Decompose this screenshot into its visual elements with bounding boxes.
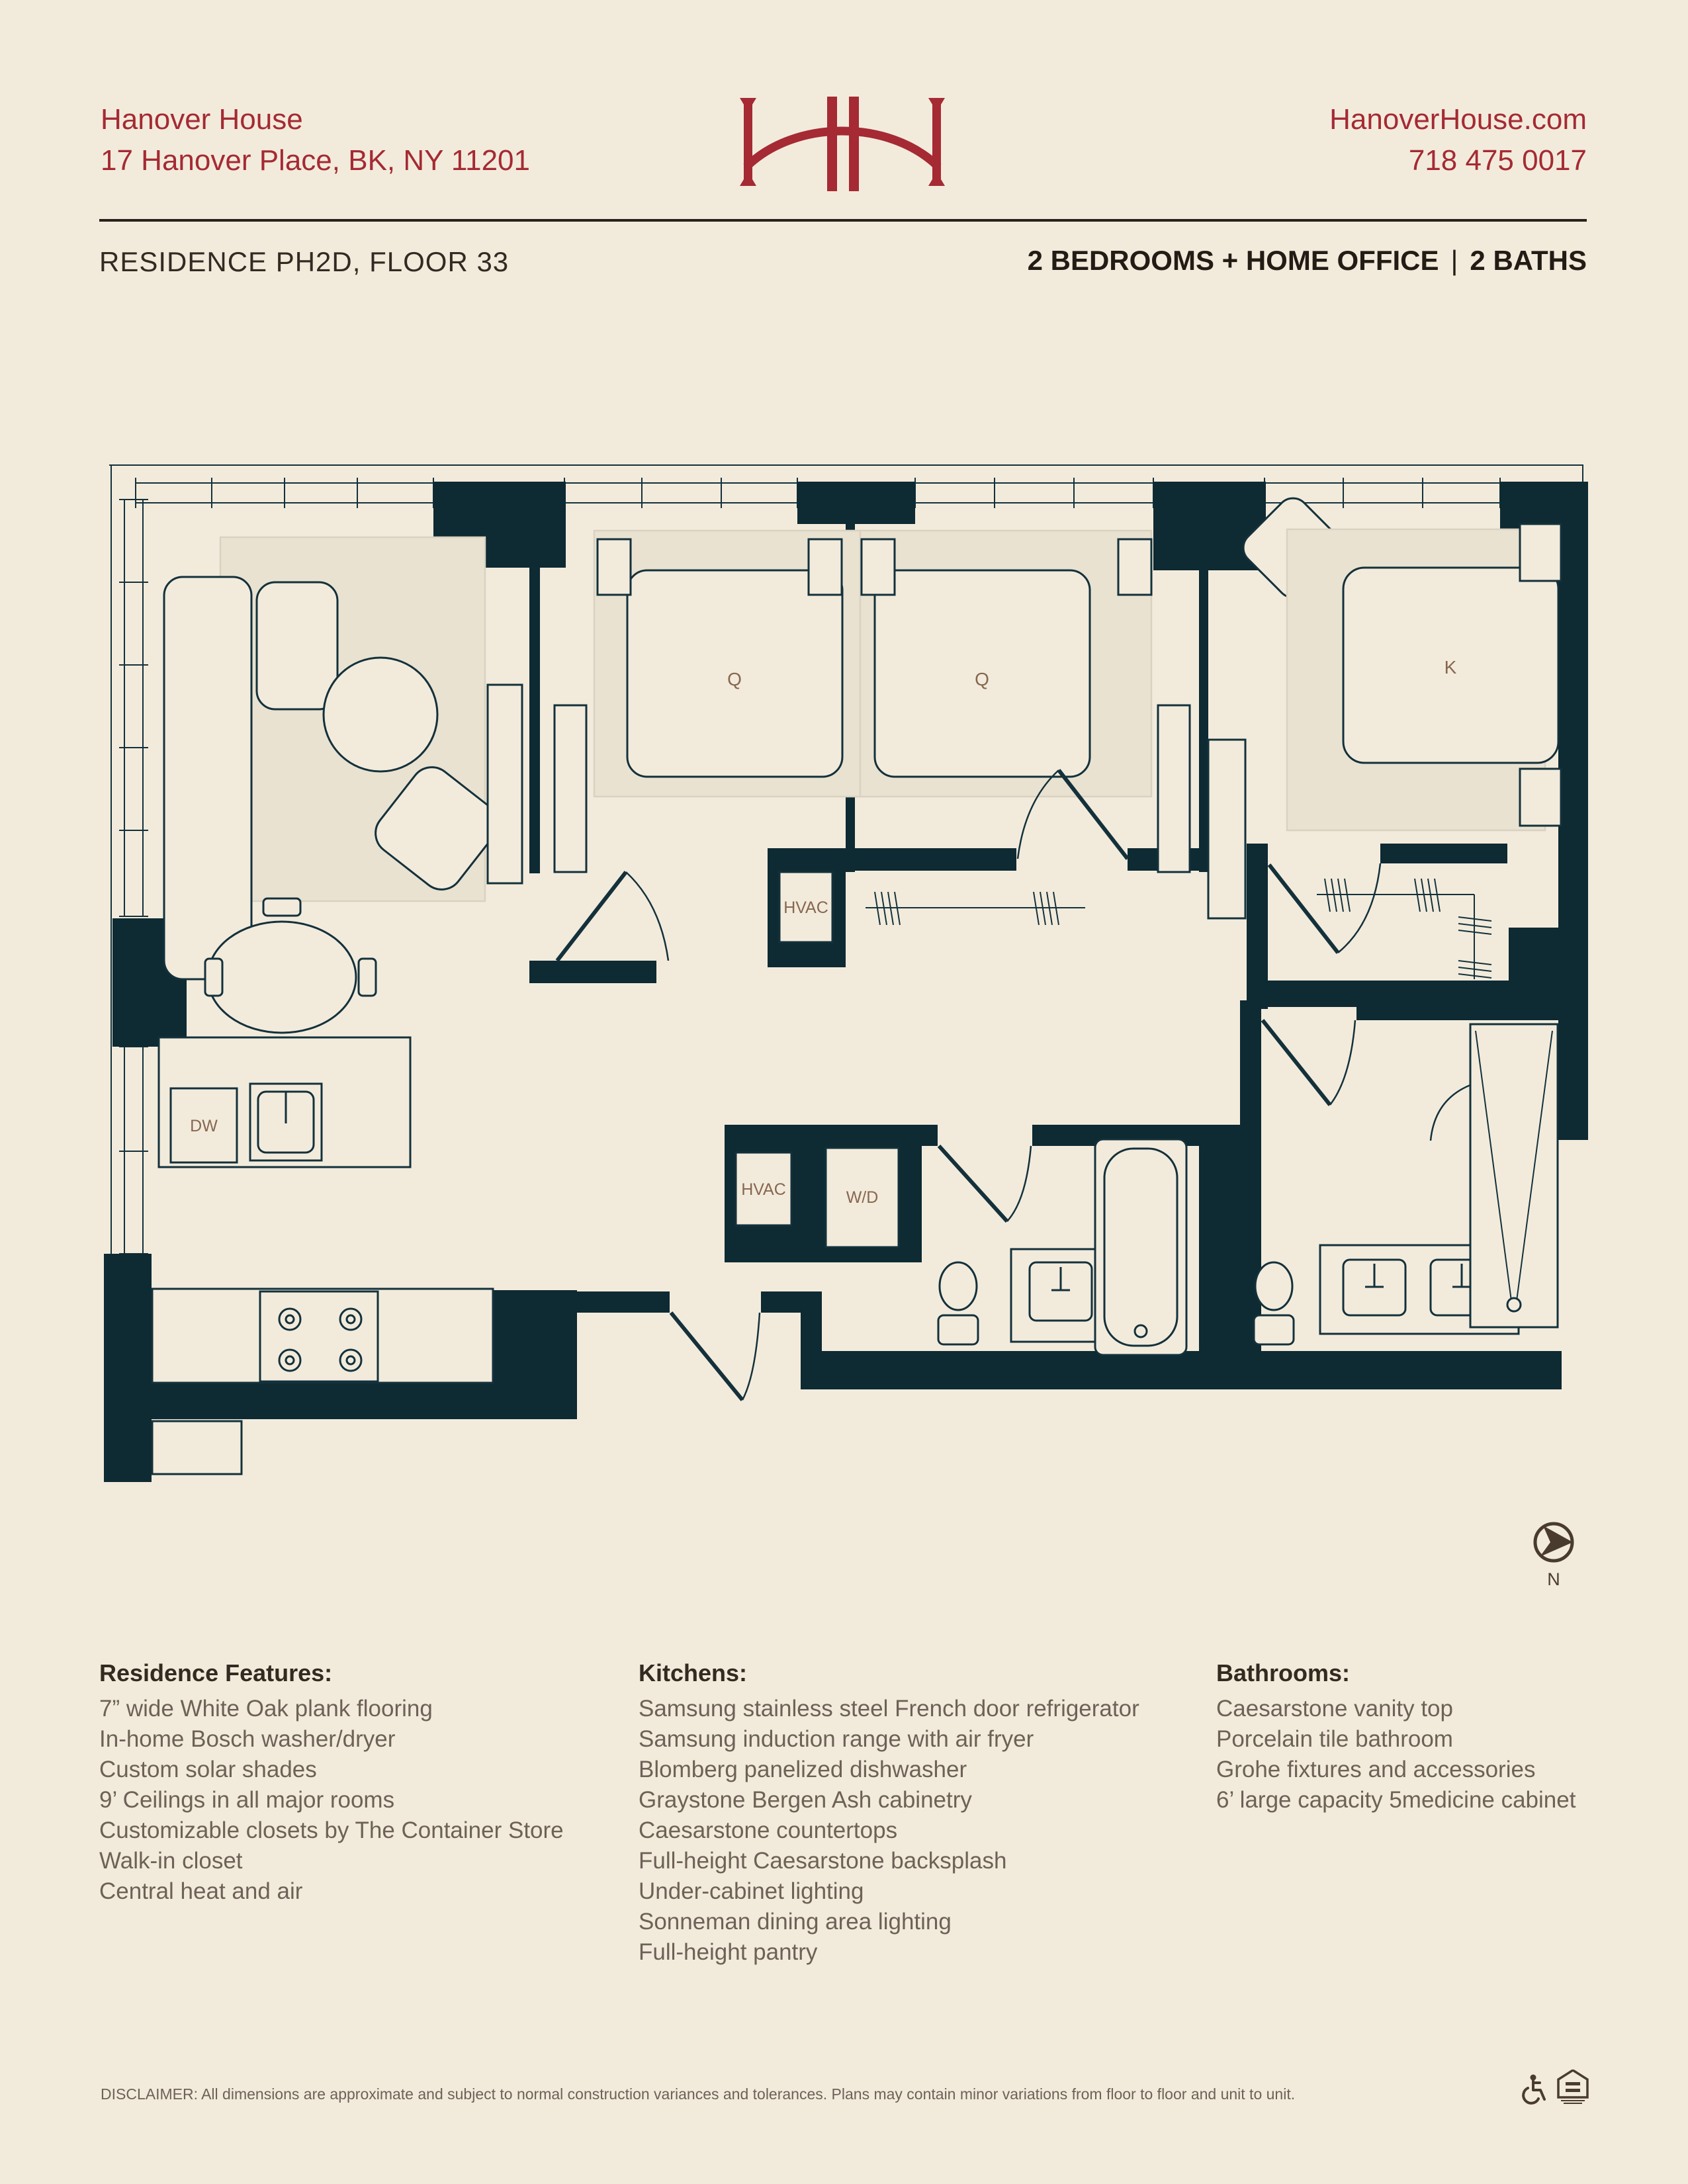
nightstand	[1520, 524, 1561, 581]
config-bedrooms: 2 BEDROOMS + HOME OFFICE	[1027, 245, 1439, 276]
feature-item: 7” wide White Oak plank flooring	[99, 1696, 433, 1722]
hvac2-label: HVAC	[741, 1180, 786, 1199]
equal-housing-icon	[1557, 2070, 1589, 2105]
bathroom-1	[938, 1139, 1186, 1355]
bedroom-1	[555, 531, 877, 872]
feature-item: Caesarstone countertops	[639, 1817, 898, 1843]
bedroom2-closet	[866, 892, 1085, 925]
feature-item: Graystone Bergen Ash cabinetry	[639, 1787, 972, 1813]
dresser	[1158, 705, 1190, 872]
wd-label: W/D	[846, 1188, 879, 1207]
bathroom-2	[1254, 1024, 1558, 1344]
disclaimer-text: DISCLAIMER: All dimensions are approximate and subject to normal construction variances and tolerances. Plans may contain minor variations from floor to floor and unit to unit.	[101, 2085, 1296, 2103]
bedroom-2	[860, 531, 1190, 872]
kitchens-title: Kitchens:	[639, 1659, 748, 1686]
website: HanoverHouse.com	[1329, 103, 1587, 136]
feature-item: Custom solar shades	[99, 1757, 317, 1782]
compass-north-icon	[1535, 1524, 1573, 1589]
accessibility-icon	[1520, 2074, 1546, 2105]
nightstand	[598, 539, 631, 595]
bathrooms-list	[1216, 1694, 1626, 1815]
dining-chair	[263, 898, 300, 916]
kitchens-list	[639, 1694, 1194, 1968]
feature-item: Porcelain tile bathroom	[1216, 1726, 1453, 1752]
compass-north-label: N	[1547, 1569, 1560, 1589]
feature-item: Samsung induction range with air fryer	[639, 1726, 1034, 1752]
dresser	[555, 705, 586, 872]
feature-item: 6’ large capacity 5medicine cabinet	[1216, 1787, 1576, 1813]
bedroom3-bed-label: K	[1444, 657, 1457, 677]
range	[260, 1291, 378, 1381]
nightstand	[809, 539, 842, 595]
feature-item: Full-height pantry	[639, 1939, 818, 1965]
console-table	[488, 685, 522, 883]
config-baths: 2 BATHS	[1470, 245, 1587, 276]
feature-item: Samsung stainless steel French door refrigerator	[639, 1696, 1139, 1722]
header-left	[101, 99, 530, 181]
feature-item: Customizable closets by The Container Store	[99, 1817, 564, 1843]
walk-in-closet	[1317, 879, 1491, 979]
phone: 718 475 0017	[1408, 144, 1587, 177]
corner-column	[152, 1421, 242, 1474]
desk	[1208, 740, 1245, 918]
nightstand	[1118, 539, 1151, 595]
residence-features-column	[99, 1659, 615, 1907]
nightstand	[862, 539, 895, 595]
coffee-table	[324, 658, 437, 771]
hanover-house-logo-icon	[736, 74, 949, 192]
header-right	[1329, 99, 1587, 181]
bathrooms-title: Bathrooms:	[1216, 1659, 1351, 1686]
bedroom1-bed-label: Q	[727, 669, 742, 689]
bedroom2-bed-label: Q	[975, 669, 989, 689]
living-room	[164, 537, 522, 979]
building-name: Hanover House	[101, 103, 303, 136]
footer-icons	[1520, 2070, 1589, 2105]
sofa-chaise	[257, 582, 337, 709]
dishwasher-label: DW	[190, 1117, 218, 1135]
shower	[1470, 1024, 1558, 1327]
bathrooms-column	[1216, 1659, 1626, 1815]
dining-table	[208, 922, 356, 1033]
feature-item: In-home Bosch washer/dryer	[99, 1726, 396, 1752]
feature-item: Caesarstone vanity top	[1216, 1696, 1453, 1722]
residence-features-list	[99, 1694, 615, 1907]
hvac1-label: HVAC	[783, 898, 828, 917]
header-divider-line	[99, 219, 1587, 222]
floor-plan-drawing	[99, 457, 1588, 1621]
dining-chair	[359, 959, 376, 996]
toilet	[940, 1262, 977, 1310]
window-band-left	[119, 500, 148, 1254]
feature-item: Under-cabinet lighting	[639, 1878, 864, 1904]
feature-item: Central heat and air	[99, 1878, 303, 1904]
dining-chair	[205, 959, 222, 996]
feature-item: Walk-in closet	[99, 1848, 243, 1874]
sofa	[164, 577, 251, 979]
building-address: 17 Hanover Place, BK, NY 11201	[101, 144, 530, 177]
toilet	[1255, 1262, 1292, 1310]
feature-item: Blomberg panelized dishwasher	[639, 1757, 967, 1782]
feature-item: Sonneman dining area lighting	[639, 1909, 952, 1935]
nightstand	[1520, 769, 1561, 826]
bedroom-3-king	[1287, 524, 1561, 830]
feature-item: Full-height Caesarstone backsplash	[639, 1848, 1007, 1874]
residence-title: RESIDENCE PH2D, FLOOR 33	[99, 246, 510, 277]
residence-config	[1028, 245, 1587, 277]
feature-item: Grohe fixtures and accessories	[1216, 1757, 1536, 1782]
config-divider: |	[1450, 245, 1458, 276]
kitchens-column	[639, 1659, 1194, 1968]
residence-features-title: Residence Features:	[99, 1659, 333, 1686]
feature-item: 9’ Ceilings in all major rooms	[99, 1787, 395, 1813]
